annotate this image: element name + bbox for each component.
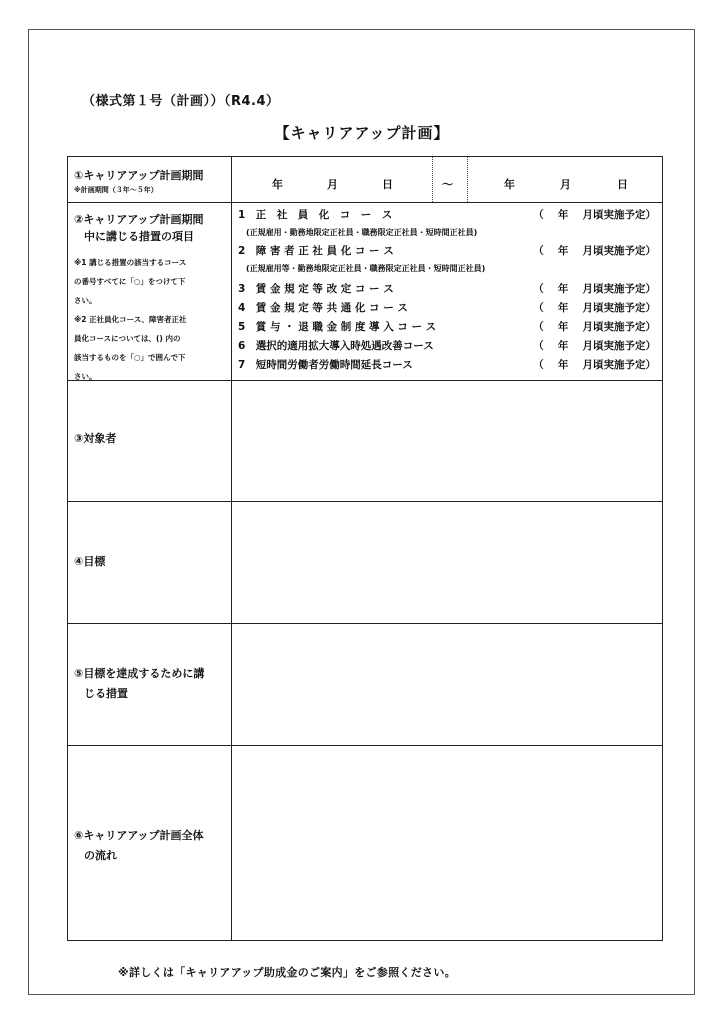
overall-flow-label-line2: の流れ: [84, 849, 117, 862]
note2-line4: さい。: [74, 372, 97, 381]
form-number: （様式第１号（計画））（R4.4）: [82, 94, 280, 109]
goal-label: ④目標: [74, 555, 106, 568]
target-input-area[interactable]: [232, 381, 662, 501]
goal-label-cell: [68, 502, 232, 623]
achievement-measures-input-area[interactable]: [232, 624, 662, 745]
start-month-label: 月: [327, 178, 338, 191]
period-label-cell: [68, 157, 232, 202]
period-tilde: ～: [442, 178, 453, 191]
career-up-plan-table: [67, 156, 663, 941]
measures-label: [74, 211, 204, 245]
course-item-7-schedule[interactable]: （ 年 月頃実施予定）: [533, 359, 656, 371]
period-divider-right: [467, 157, 468, 202]
overall-flow-label-line1: ⑥キャリアアップ計画全体: [74, 829, 204, 842]
achievement-measures-label-line1: ⑤目標を達成するために講: [74, 667, 205, 680]
period-divider-left: [432, 157, 433, 202]
note2-line2: 員化コースについては、() 内の: [74, 334, 181, 343]
note2-line3: 該当するものを「○」で囲んで下: [74, 353, 186, 362]
achievement-measures-label: [74, 664, 204, 704]
course-item-1[interactable]: 1 正 社 員 化 コ ー ス: [238, 209, 393, 221]
course-item-7[interactable]: 7 短時間労働者労働時間延長コース: [238, 359, 413, 371]
course-item-1-types[interactable]: (正規雇用・勤務地限定正社員・職務限定正社員・短時間正社員): [246, 228, 478, 237]
period-label: ①キャリアアップ計画期間: [74, 169, 204, 182]
end-month-label: 月: [560, 178, 571, 191]
start-year-label: 年: [272, 178, 283, 191]
course-item-4-schedule[interactable]: （ 年 月頃実施予定）: [533, 302, 656, 314]
goal-input-area[interactable]: [232, 502, 662, 623]
overall-flow-row: [68, 746, 662, 940]
target-label: ③対象者: [74, 432, 117, 445]
achievement-measures-label-line2: じる措置: [84, 687, 128, 700]
end-day-label: 日: [617, 178, 628, 191]
course-item-3[interactable]: 3 賃 金 規 定 等 改 定 コ ー ス: [238, 283, 394, 295]
measures-label-line1: ②キャリアアップ計画期間: [74, 213, 204, 226]
target-row: [68, 381, 662, 502]
measures-note-1: [74, 253, 186, 310]
measures-label-line2: 中に講じる措置の項目: [84, 230, 194, 243]
start-day-label: 日: [382, 178, 393, 191]
overall-flow-input-area[interactable]: [232, 746, 662, 940]
note1-line1: ※1 講じる措置の該当するコース: [74, 258, 187, 267]
note1-line3: さい。: [74, 296, 97, 305]
achievement-measures-row: [68, 624, 662, 746]
overall-flow-label-cell: [68, 746, 232, 940]
end-year-label: 年: [504, 178, 515, 191]
achievement-measures-label-cell: [68, 624, 232, 745]
course-item-2-schedule[interactable]: （ 年 月頃実施予定）: [533, 245, 656, 257]
course-item-6[interactable]: 6 選択的適用拡大導入時処遇改善コース: [238, 340, 434, 352]
course-list: [232, 203, 662, 380]
period-row: [68, 157, 662, 203]
course-item-5-schedule[interactable]: （ 年 月頃実施予定）: [533, 321, 656, 333]
course-item-2[interactable]: 2 障 害 者 正 社 員 化 コ ー ス: [238, 245, 394, 257]
measures-row: [68, 203, 662, 381]
note2-line1: ※2 正社員化コース、障害者正社: [74, 315, 187, 324]
note1-line2: の番号すべてに「○」をつけて下: [74, 277, 186, 286]
measures-label-cell: [68, 203, 232, 380]
course-item-5[interactable]: 5 賞 与 ・ 退 職 金 制 度 導 入 コ ー ス: [238, 321, 437, 333]
period-sublabel: ※計画期間（３年～５年）: [74, 186, 158, 194]
target-label-cell: [68, 381, 232, 501]
overall-flow-label: [74, 826, 204, 866]
course-item-2-types[interactable]: (正規雇用等・勤務地限定正社員・職務限定正社員・短時間正社員): [246, 264, 486, 273]
period-input-cell[interactable]: [232, 157, 662, 202]
measures-note-2: [74, 310, 186, 386]
document-title: 【キャリアアップ計画】: [274, 124, 450, 142]
course-item-1-schedule[interactable]: （ 年 月頃実施予定）: [533, 209, 656, 221]
goal-row: [68, 502, 662, 624]
course-item-6-schedule[interactable]: （ 年 月頃実施予定）: [533, 340, 656, 352]
footer-note: ※詳しくは「キャリアアップ助成金のご案内」をご参照ください。: [118, 966, 456, 979]
course-item-3-schedule[interactable]: （ 年 月頃実施予定）: [533, 283, 656, 295]
course-item-4[interactable]: 4 賃 金 規 定 等 共 通 化 コ ー ス: [238, 302, 408, 314]
